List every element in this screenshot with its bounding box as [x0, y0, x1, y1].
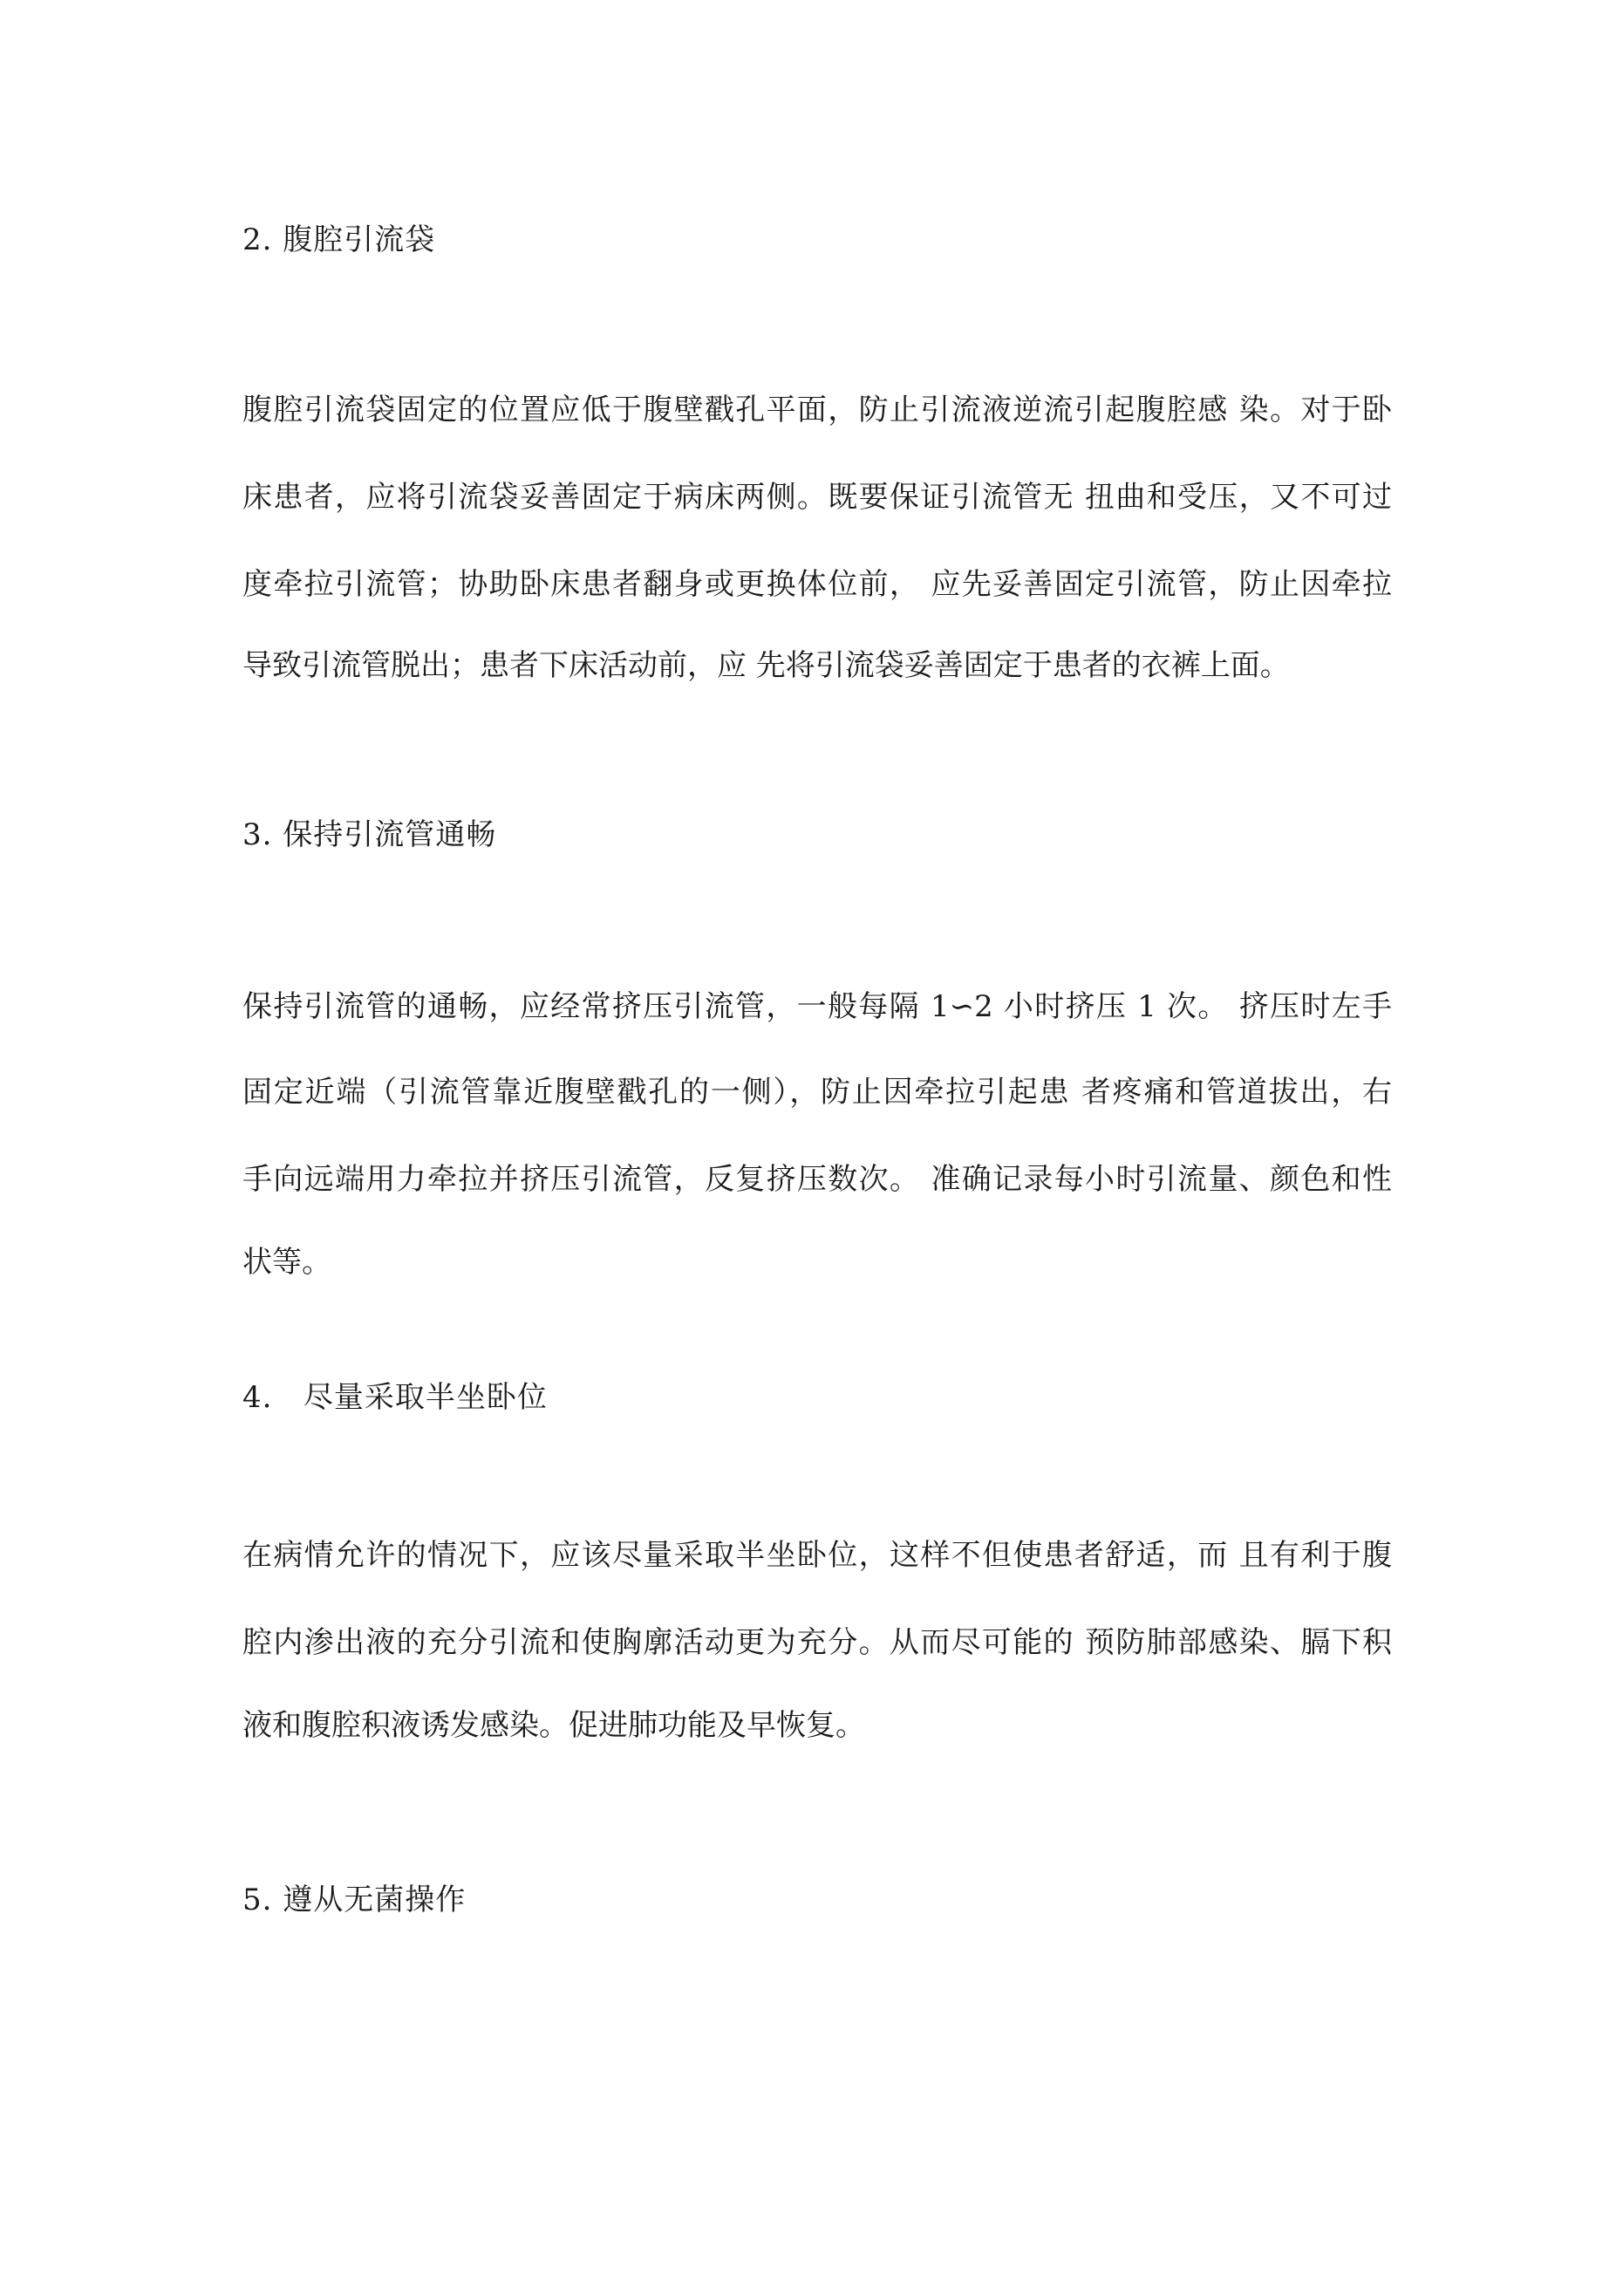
paragraph-line: 液和腹腔积液诱发感染。促进肺功能及早恢复。 — [242, 1708, 865, 1743]
section-heading-3: 3. 保持引流管通畅 — [242, 817, 497, 852]
paragraph-line: 在病情允许的情况下，应该尽量采取半坐卧位，这样不但使患者舒适，而 且有利于腹 — [242, 1538, 1392, 1573]
paragraph-line: 固定近端（引流管靠近腹壁戳孔的一侧），防止因牵拉引起患 者疼痛和管道拔出，右 — [242, 1075, 1392, 1110]
paragraph-line: 导致引流管脱出；患者下床活动前，应 先将引流袋妥善固定于患者的衣裤上面。 — [242, 648, 1290, 683]
paragraph-line: 度牵拉引流管；协助卧床患者翻身或更换体位前， 应先妥善固定引流管，防止因牵拉 — [242, 567, 1392, 602]
paragraph-line: 手向远端用力牵拉并挤压引流管，反复挤压数次。 准确记录每小时引流量、颜色和性 — [242, 1162, 1392, 1197]
section-heading-5: 5. 遵从无菌操作 — [242, 1883, 467, 1917]
paragraph-line: 床患者，应将引流袋妥善固定于病床两侧。既要保证引流管无 扭曲和受压，又不可过 — [242, 480, 1392, 515]
paragraph-line: 保持引流管的通畅，应经常挤压引流管，一般每隔 1∽2 小时挤压 1 次。 挤压时左手 — [242, 989, 1392, 1024]
paragraph-line: 腔内渗出液的充分引流和使胸廓活动更为充分。从而尽可能的 预防肺部感染、膈下积 — [242, 1625, 1392, 1660]
section-heading-4: 4. 尽量采取半坐卧位 — [242, 1380, 548, 1415]
paragraph-line: 状等。 — [242, 1245, 331, 1280]
paragraph-line: 腹腔引流袋固定的位置应低于腹壁戳孔平面，防止引流液逆流引起腹腔感 染。对于卧 — [242, 393, 1392, 427]
section-heading-2: 2. 腹腔引流袋 — [242, 222, 436, 257]
